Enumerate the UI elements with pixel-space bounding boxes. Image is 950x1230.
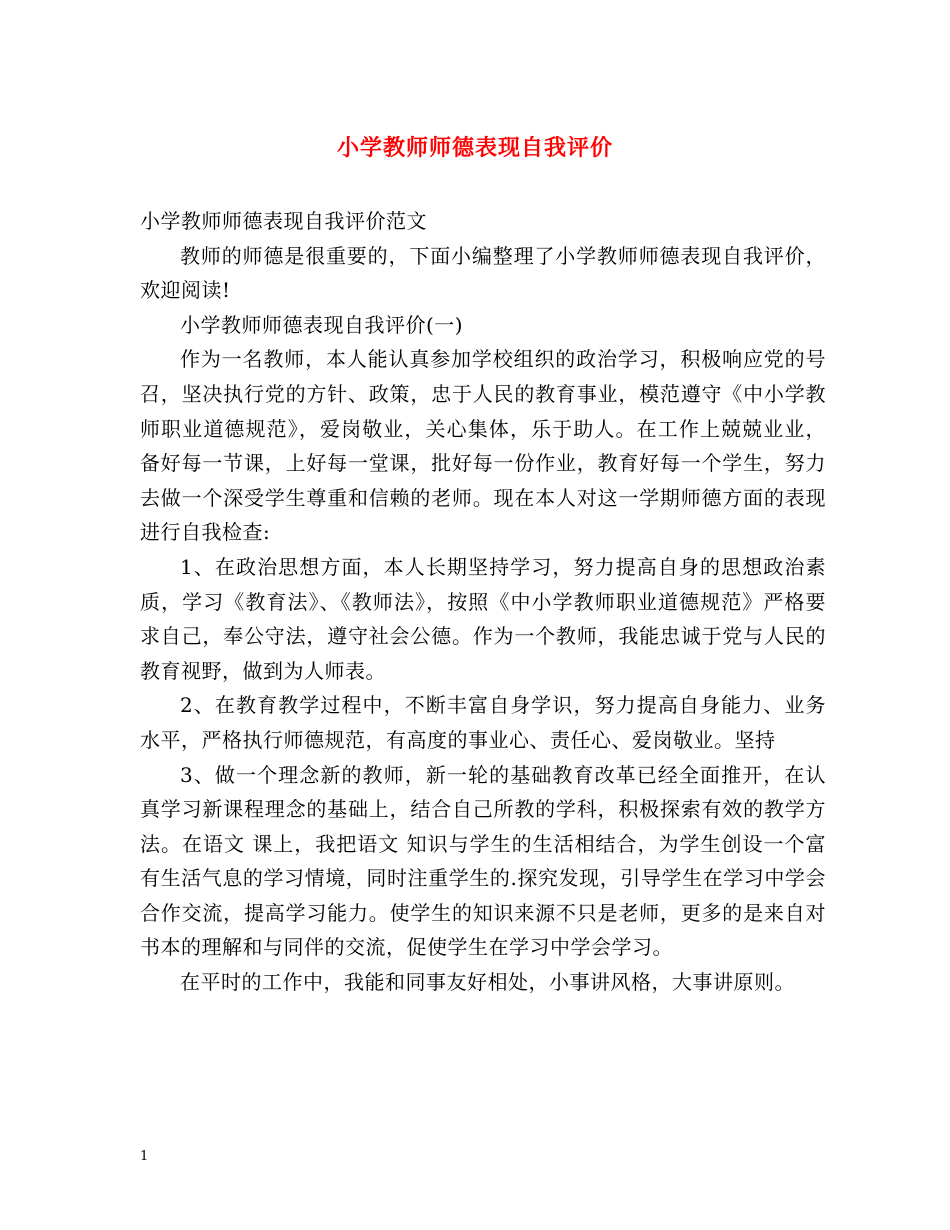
section-heading: 小学教师师德表现自我评价(一): [180, 312, 464, 337]
paragraph: 作为一名教师，本人能认真参加学校组织的政治学习，积极响应党的号召，坚决执行党的方针、政策，忠于人民的教育事业，模范遵守《中小学教师职业道德规范》，爱岗敬业，关心集体，乐于助人。在工作上兢兢业业，备好每一节课，上好每一堂课，批好每一份作业，教育好每一个学生，努力去做一个深受学生尊重和信赖的老师。现在本人对这一学期师德方面的表现进行自我检查:: [140, 347, 826, 545]
page-number: 1: [140, 1149, 149, 1164]
paragraph-intro: 教师的师德是很重要的，下面小编整理了小学教师师德表现自我评价，欢迎阅读!: [140, 243, 826, 303]
document-body: [140, 204, 826, 1000]
paragraph-subtitle: 小学教师师德表现自我评价范文: [140, 209, 427, 233]
paragraph: 在平时的工作中，我能和同事友好相处，小事讲风格，大事讲原则。: [180, 970, 795, 995]
paragraph: 2、在教育教学过程中，不断丰富自身学识，努力提高自身能力、业务水平，严格执行师德规范，有高度的事业心、责任心、爱岗敬业。坚持: [140, 693, 826, 752]
paragraph: 1、在政治思想方面，本人长期坚持学习，努力提高自身的思想政治素质，学习《教育法》、《教师法》，按照《中小学教师职业道德规范》严格要求自己，奉公守法，遵守社会公德。作为一个教师，我能忠诚于党与人民的教育视野，做到为人师表。: [140, 554, 826, 683]
document-title: 小学教师师德表现自我评价: [336, 135, 613, 161]
paragraph: 3、做一个理念新的教师，新一轮的基础教育改革已经全面推开，在认真学习新课程理念的基础上，结合自己所教的学科，积极探索有效的教学方法。在语文 课上，我把语文 知识与学生的生活相结合，为学生创设一个富有生活气息的学习情境，同时注重学生的.探究发现，引导学生在学习中学会合作交流，提高学习能力。使学生的知识来源不只是老师，更多的是来自对书本的理解和与同伴的交流，促使学生在学习中学会学习。: [140, 762, 826, 960]
